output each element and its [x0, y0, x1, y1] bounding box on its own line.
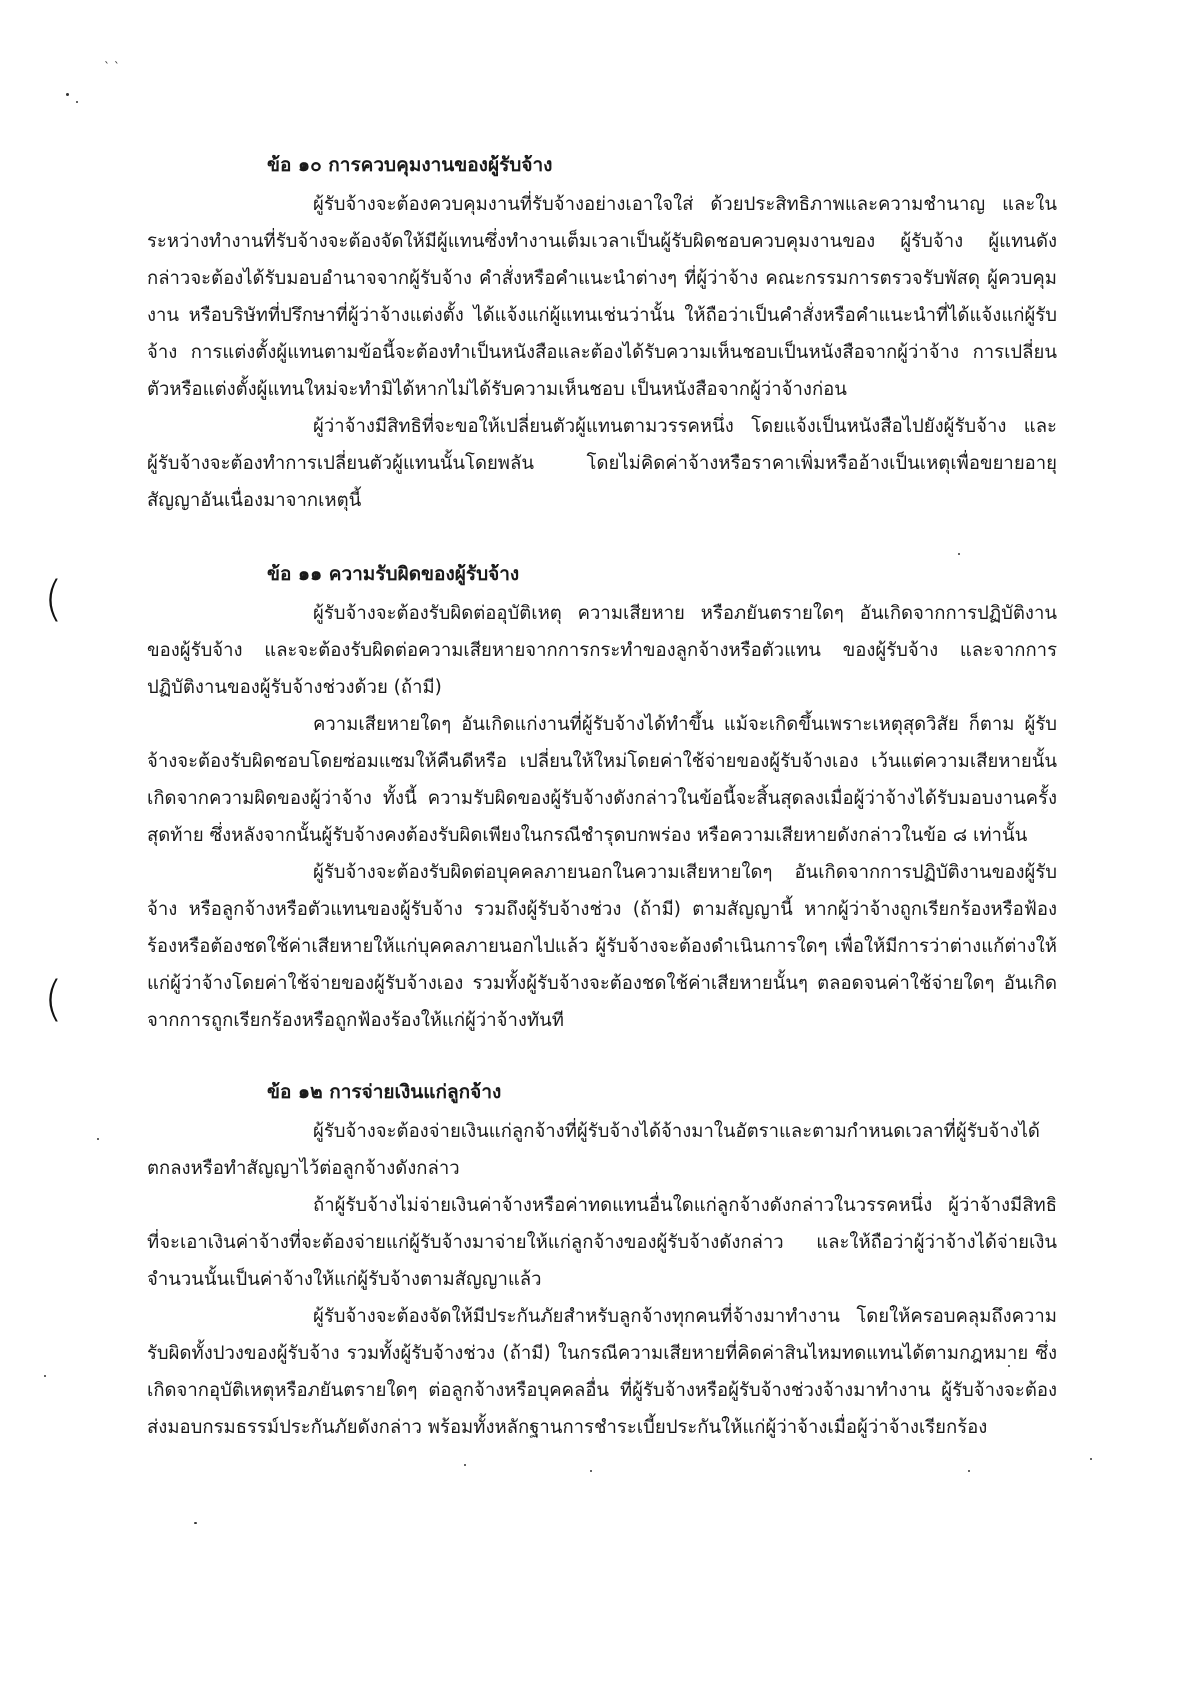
scan-speck [464, 1464, 466, 1466]
clause-paragraph: ผู้รับจ้างจะต้องรับผิดต่ออุบัติเหตุ ความเสียหาย หรือภยันตรายใดๆ อันเกิดจากการปฏิบัติงานของผู้รับจ้าง และจะต้องรับผิดต่อความเสียหายจากการกระทำของลูกจ้างหรือตัวแทน ของผู้รับจ้าง และจากการปฏิบัติงานของผู้รับจ้างช่วงด้วย (ถ้ามี) [147, 603, 1057, 698]
clause-paragraph: ความเสียหายใดๆ อันเกิดแก่งานที่ผู้รับจ้างได้ทำขึ้น แม้จะเกิดขึ้นเพราะเหตุสุดวิสัย ก็ตาม ผู้รับจ้างจะต้องรับผิดชอบโดยซ่อมแซมให้คืนดีหรือ เปลี่ยนให้ใหม่โดยค่าใช้จ่ายของผู้รับจ้างเอง เว้นแต่ความเสียหายนั้นเกิดจากความผิดของผู้ว่าจ้าง ทั้งนี้ ความรับผิดของผู้รับจ้างดังกล่าวในข้อนี้จะสิ้นสุดลงเมื่อผู้ว่าจ้างได้รับมอบงานครั้งสุดท้าย ซึ่งหลังจากนั้นผู้รับจ้างคงต้องรับผิดเพียงในกรณีชำรุดบกพร่อง หรือความเสียหายดังกล่าวในข้อ ๘ เท่านั้น [147, 714, 1057, 846]
scan-speck [194, 1522, 197, 1524]
clause-11 [147, 559, 1057, 1039]
scan-speck [66, 93, 69, 96]
clause-heading: ข้อ ๑๒ การจ่ายเงินแก่ลูกจ้าง [267, 1081, 502, 1103]
scan-speck [590, 1470, 592, 1472]
document-body [147, 150, 1057, 1446]
clause-paragraph: ผู้รับจ้างจะต้องจ่ายเงินแก่ลูกจ้างที่ผู้รับจ้างได้จ้างมาในอัตราและตามกำหนดเวลาที่ผู้รับจ้างได้ตกลงหรือทำสัญญาไว้ต่อลูกจ้างดังกล่าว [147, 1121, 1040, 1179]
clause-paragraph: ถ้าผู้รับจ้างไม่จ่ายเงินค่าจ้างหรือค่าทดแทนอื่นใดแก่ลูกจ้างดังกล่าวในวรรคหนึ่ง ผู้ว่าจ้างมีสิทธิที่จะเอาเงินค่าจ้างที่จะต้องจ่ายแก่ผู้รับจ้างมาจ่ายให้แก่ลูกจ้างของผู้รับจ้างดังกล่าว และให้ถือว่าผู้ว่าจ้างได้จ่ายเงินจำนวนนั้นเป็นค่าจ้างให้แก่ผู้รับจ้างตามสัญญาแล้ว [147, 1195, 1057, 1290]
scan-speck [97, 1138, 99, 1140]
scan-speck [76, 101, 78, 103]
scan-speck: ` ` [104, 60, 120, 74]
binder-hole-mark: ( [44, 971, 63, 1027]
scan-speck [968, 1470, 970, 1472]
clause-heading: ข้อ ๑๐ การควบคุมงานของผู้รับจ้าง [267, 154, 553, 176]
scan-speck [44, 1375, 46, 1377]
clause-paragraph: ผู้รับจ้างจะต้องรับผิดต่อบุคคลภายนอกในความเสียหายใดๆ อันเกิดจากการปฏิบัติงานของผู้รับจ้าง หรือลูกจ้างหรือตัวแทนของผู้รับจ้าง รวมถึงผู้รับจ้างช่วง (ถ้ามี) ตามสัญญานี้ หากผู้ว่าจ้างถูกเรียกร้องหรือฟ้องร้องหรือต้องชดใช้ค่าเสียหายให้แก่บุคคลภายนอกไปแล้ว ผู้รับจ้างจะต้องดำเนินการใดๆ เพื่อให้มีการว่าต่างแก้ต่างให้แก่ผู้ว่าจ้างโดยค่าใช้จ่ายของผู้รับจ้างเอง รวมทั้งผู้รับจ้างจะต้องชดใช้ค่าเสียหายนั้นๆ ตลอดจนค่าใช้จ่ายใดๆ อันเกิดจากการถูกเรียกร้องหรือถูกฟ้องร้องให้แก่ผู้ว่าจ้างทันที [147, 862, 1057, 1031]
clause-10 [147, 150, 1057, 519]
clause-paragraph: ผู้ว่าจ้างมีสิทธิที่จะขอให้เปลี่ยนตัวผู้แทนตามวรรคหนึ่ง โดยแจ้งเป็นหนังสือไปยังผู้รับจ้าง และผู้รับจ้างจะต้องทำการเปลี่ยนตัวผู้แทนนั้นโดยพลัน โดยไม่คิดค่าจ้างหรือราคาเพิ่มหรืออ้างเป็นเหตุเพื่อขยายอายุสัญญาอันเนื่องมาจากเหตุนี้ [147, 416, 1057, 511]
clause-paragraph: ผู้รับจ้างจะต้องควบคุมงานที่รับจ้างอย่างเอาใจใส่ ด้วยประสิทธิภาพและความชำนาญ และในระหว่างทำงานที่รับจ้างจะต้องจัดให้มีผู้แทนซึ่งทำงานเต็มเวลาเป็นผู้รับผิดชอบควบคุมงานของ ผู้รับจ้าง ผู้แทนดังกล่าวจะต้องได้รับมอบอำนาจจากผู้รับจ้าง คำสั่งหรือคำแนะนำต่างๆ ที่ผู้ว่าจ้าง คณะกรรมการตรวจรับพัสดุ ผู้ควบคุมงาน หรือบริษัทที่ปรึกษาที่ผู้ว่าจ้างแต่งตั้ง ได้แจ้งแก่ผู้แทนเช่นว่านั้น ให้ถือว่าเป็นคำสั่งหรือคำแนะนำที่ได้แจ้งแก่ผู้รับจ้าง การแต่งตั้งผู้แทนตามข้อนี้จะต้องทำเป็นหนังสือและต้องได้รับความเห็นชอบเป็นหนังสือจากผู้ว่าจ้าง การเปลี่ยนตัวหรือแต่งตั้งผู้แทนใหม่จะทำมิได้หากไม่ได้รับความเห็นชอบ เป็นหนังสือจากผู้ว่าจ้างก่อน [147, 194, 1057, 400]
binder-hole-mark: ( [44, 571, 63, 627]
clause-12 [147, 1077, 1057, 1446]
scan-speck [1090, 1458, 1092, 1460]
clause-heading: ข้อ ๑๑ ความรับผิดของผู้รับจ้าง [267, 563, 520, 585]
clause-paragraph: ผู้รับจ้างจะต้องจัดให้มีประกันภัยสำหรับลูกจ้างทุกคนที่จ้างมาทำงาน โดยให้ครอบคลุมถึงความรับผิดทั้งปวงของผู้รับจ้าง รวมทั้งผู้รับจ้างช่วง (ถ้ามี) ในกรณีความเสียหายที่คิดค่าสินไหมทดแทนได้ตามกฎหมาย ซึ่งเกิดจากอุบัติเหตุหรือภยันตรายใดๆ ต่อลูกจ้างหรือบุคคลอื่น ที่ผู้รับจ้างหรือผู้รับจ้างช่วงจ้างมาทำงาน ผู้รับจ้างจะต้องส่งมอบกรมธรรม์ประกันภัยดังกล่าว พร้อมทั้งหลักฐานการชำระเบี้ยประกันให้แก่ผู้ว่าจ้างเมื่อผู้ว่าจ้างเรียกร้อง [147, 1306, 1057, 1438]
